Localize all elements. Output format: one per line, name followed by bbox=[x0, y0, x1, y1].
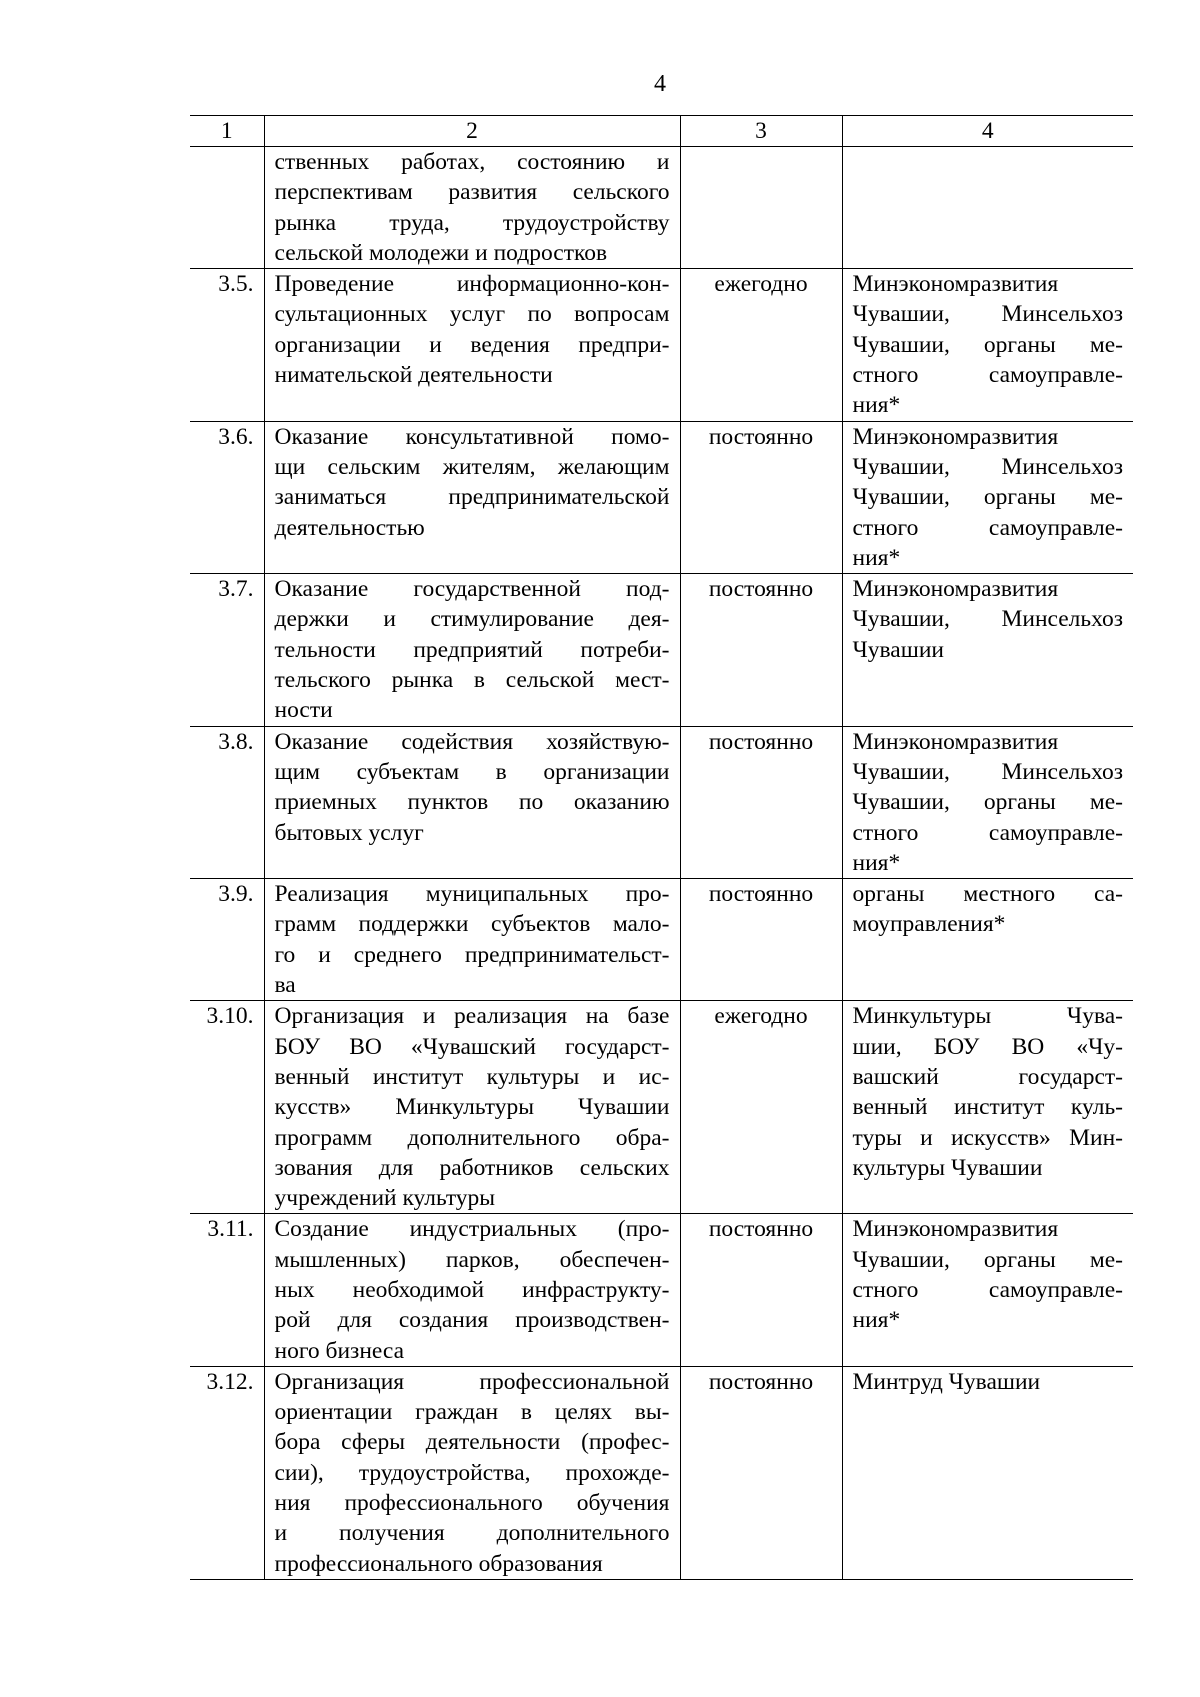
executor-line: Чувашии, органы ме- bbox=[852, 484, 1123, 511]
measure-description bbox=[264, 147, 680, 269]
table-row bbox=[190, 726, 1133, 878]
description-line: ния профессионального обучения bbox=[274, 1490, 670, 1517]
executor-line: Минэкономразвития bbox=[852, 1216, 1059, 1243]
executor-line: шии, БОУ ВО «Чу- bbox=[852, 1033, 1123, 1060]
description-line: Создание индустриальных (про- bbox=[274, 1216, 670, 1243]
description-line: ности bbox=[274, 697, 333, 724]
executor-line: ния* bbox=[852, 1307, 901, 1334]
execution-period: ежегодно bbox=[680, 269, 842, 421]
executor-line: культуры Чувашии bbox=[852, 1154, 1043, 1181]
description-line: Оказание консультативной помо- bbox=[274, 423, 670, 450]
row-number: 3.12. bbox=[190, 1366, 264, 1579]
table-row bbox=[190, 147, 1133, 269]
description-line: тельности предприятий потреби- bbox=[274, 636, 670, 663]
description-line: ных необходимой инфраструкту- bbox=[274, 1276, 670, 1303]
table-row bbox=[190, 1214, 1133, 1366]
executor-line: стного самоуправле- bbox=[852, 1276, 1123, 1303]
execution-period: постоянно bbox=[680, 421, 842, 573]
table-row bbox=[190, 574, 1133, 726]
description-line: Организация и реализация на базе bbox=[274, 1003, 670, 1030]
description-line: сельской молодежи и подростков bbox=[274, 239, 608, 266]
responsible-executors bbox=[842, 574, 1133, 726]
row-number: 3.7. bbox=[190, 574, 264, 726]
executor-line: Минэкономразвития bbox=[852, 423, 1059, 450]
measure-description bbox=[264, 1001, 680, 1214]
row-number: 3.6. bbox=[190, 421, 264, 573]
description-line: мышленных) парков, обеспечен- bbox=[274, 1246, 670, 1273]
row-number: 3.5. bbox=[190, 269, 264, 421]
description-line: щим субъектам в организации bbox=[274, 758, 670, 785]
execution-period: постоянно bbox=[680, 726, 842, 878]
responsible-executors bbox=[842, 726, 1133, 878]
executor-line: ния* bbox=[852, 849, 901, 876]
description-line: учреждений культуры bbox=[274, 1185, 496, 1212]
description-line: перспективам развития сельского bbox=[274, 179, 670, 206]
executor-line: Чувашии, органы ме- bbox=[852, 331, 1123, 358]
responsible-executors bbox=[842, 269, 1133, 421]
executor-line: Чувашии, органы ме- bbox=[852, 789, 1123, 816]
executor-line: Минэкономразвития bbox=[852, 271, 1059, 298]
row-number: 3.8. bbox=[190, 726, 264, 878]
description-line: зования для работников сельских bbox=[274, 1154, 670, 1181]
responsible-executors bbox=[842, 1001, 1133, 1214]
column-header-2: 2 bbox=[264, 116, 680, 147]
row-number: 3.11. bbox=[190, 1214, 264, 1366]
execution-period: постоянно bbox=[680, 574, 842, 726]
execution-period: ежегодно bbox=[680, 1001, 842, 1214]
page-number: 4 bbox=[654, 71, 666, 97]
executor-line: Минэкономразвития bbox=[852, 576, 1059, 603]
responsible-executors bbox=[842, 879, 1133, 1001]
header-row bbox=[190, 116, 1133, 147]
execution-period bbox=[680, 147, 842, 269]
description-line: Реализация муниципальных про- bbox=[274, 881, 670, 908]
description-line: Оказание государственной под- bbox=[274, 576, 670, 603]
description-line: щи сельским жителям, желающим bbox=[274, 453, 670, 480]
measure-description bbox=[264, 1366, 680, 1579]
table-row bbox=[190, 421, 1133, 573]
description-line: и получения дополнительного bbox=[274, 1520, 670, 1547]
execution-period: постоянно bbox=[680, 1366, 842, 1579]
executor-line: Чувашии, Минсельхоз bbox=[852, 606, 1123, 633]
executor-line: ния* bbox=[852, 392, 901, 419]
executor-line: Чувашии, Минсельхоз bbox=[852, 453, 1123, 480]
description-line: Организация профессиональной bbox=[274, 1368, 670, 1395]
description-line: ного бизнеса bbox=[274, 1337, 405, 1364]
row-number: 3.10. bbox=[190, 1001, 264, 1214]
measure-description bbox=[264, 574, 680, 726]
executor-line: стного самоуправле- bbox=[852, 362, 1123, 389]
table-row bbox=[190, 1001, 1133, 1214]
column-header-3: 3 bbox=[680, 116, 842, 147]
description-line: Проведение информационно-кон- bbox=[274, 271, 670, 298]
description-line: БОУ ВО «Чувашский государст- bbox=[274, 1033, 670, 1060]
description-line: ственных работах, состоянию и bbox=[274, 149, 670, 175]
description-line: венный институт культуры и ис- bbox=[274, 1063, 670, 1090]
measure-description bbox=[264, 1214, 680, 1366]
description-line: Оказание содействия хозяйствую- bbox=[274, 728, 670, 755]
description-line: бора сферы деятельности (профес- bbox=[274, 1429, 670, 1456]
measure-description bbox=[264, 421, 680, 573]
description-line: кусств» Минкультуры Чувашии bbox=[274, 1094, 670, 1121]
column-header-1: 1 bbox=[190, 116, 264, 147]
measure-description bbox=[264, 269, 680, 421]
executor-line: Минкультуры Чува- bbox=[852, 1003, 1123, 1030]
description-line: программ дополнительного обра- bbox=[274, 1124, 670, 1151]
description-line: ориентации граждан в целях вы- bbox=[274, 1399, 670, 1426]
table-row bbox=[190, 269, 1133, 421]
description-line: ва bbox=[274, 972, 296, 999]
responsible-executors bbox=[842, 1214, 1133, 1366]
executor-line: органы местного са- bbox=[852, 881, 1123, 908]
description-line: рой для создания производствен- bbox=[274, 1307, 670, 1334]
table-body bbox=[190, 147, 1133, 1580]
table-row bbox=[190, 1366, 1133, 1579]
description-line: нимательской деятельности bbox=[274, 362, 553, 389]
executor-line: Чувашии, Минсельхоз bbox=[852, 301, 1123, 328]
table-row bbox=[190, 879, 1133, 1001]
responsible-executors bbox=[842, 1366, 1133, 1579]
executor-line: моуправления* bbox=[852, 911, 1006, 938]
executor-line: Чувашии bbox=[852, 636, 944, 663]
executor-line: ния* bbox=[852, 544, 901, 571]
description-line: сии), трудоустройства, прохожде- bbox=[274, 1459, 670, 1486]
executor-line: Чувашии, органы ме- bbox=[852, 1246, 1123, 1273]
executor-line: стного самоуправле- bbox=[852, 514, 1123, 541]
description-line: приемных пунктов по оказанию bbox=[274, 789, 670, 816]
description-line: сультационных услуг по вопросам bbox=[274, 301, 670, 328]
measure-description bbox=[264, 726, 680, 878]
executor-line: Минэкономразвития bbox=[852, 728, 1059, 755]
responsible-executors bbox=[842, 147, 1133, 269]
description-line: деятельностью bbox=[274, 514, 425, 541]
description-line: тельского рынка в сельской мест- bbox=[274, 667, 670, 694]
description-line: рынка труда, трудоустройству bbox=[274, 209, 670, 236]
executor-line: Минтруд Чувашии bbox=[852, 1368, 1041, 1395]
table-header bbox=[190, 116, 1133, 147]
execution-period: постоянно bbox=[680, 1214, 842, 1366]
column-header-4: 4 bbox=[842, 116, 1133, 147]
description-line: держки и стимулирование дея- bbox=[274, 606, 670, 633]
description-line: заниматься предпринимательской bbox=[274, 484, 670, 511]
executor-line: стного самоуправле- bbox=[852, 819, 1123, 846]
measure-description bbox=[264, 879, 680, 1001]
description-line: го и среднего предпринимательст- bbox=[274, 941, 670, 968]
measures-table bbox=[190, 115, 1133, 1580]
executor-line: туры и искусств» Мин- bbox=[852, 1124, 1123, 1151]
executor-line: венный институт куль- bbox=[852, 1094, 1123, 1121]
description-line: профессионального образования bbox=[274, 1550, 603, 1577]
description-line: организации и ведения предпри- bbox=[274, 331, 670, 358]
execution-period: постоянно bbox=[680, 879, 842, 1001]
description-line: бытовых услуг bbox=[274, 819, 424, 846]
responsible-executors bbox=[842, 421, 1133, 573]
executor-line: Чувашии, Минсельхоз bbox=[852, 758, 1123, 785]
row-number: 3.9. bbox=[190, 879, 264, 1001]
executor-line: вашский государст- bbox=[852, 1063, 1123, 1090]
description-line: грамм поддержки субъектов мало- bbox=[274, 911, 670, 938]
row-number bbox=[190, 147, 264, 269]
